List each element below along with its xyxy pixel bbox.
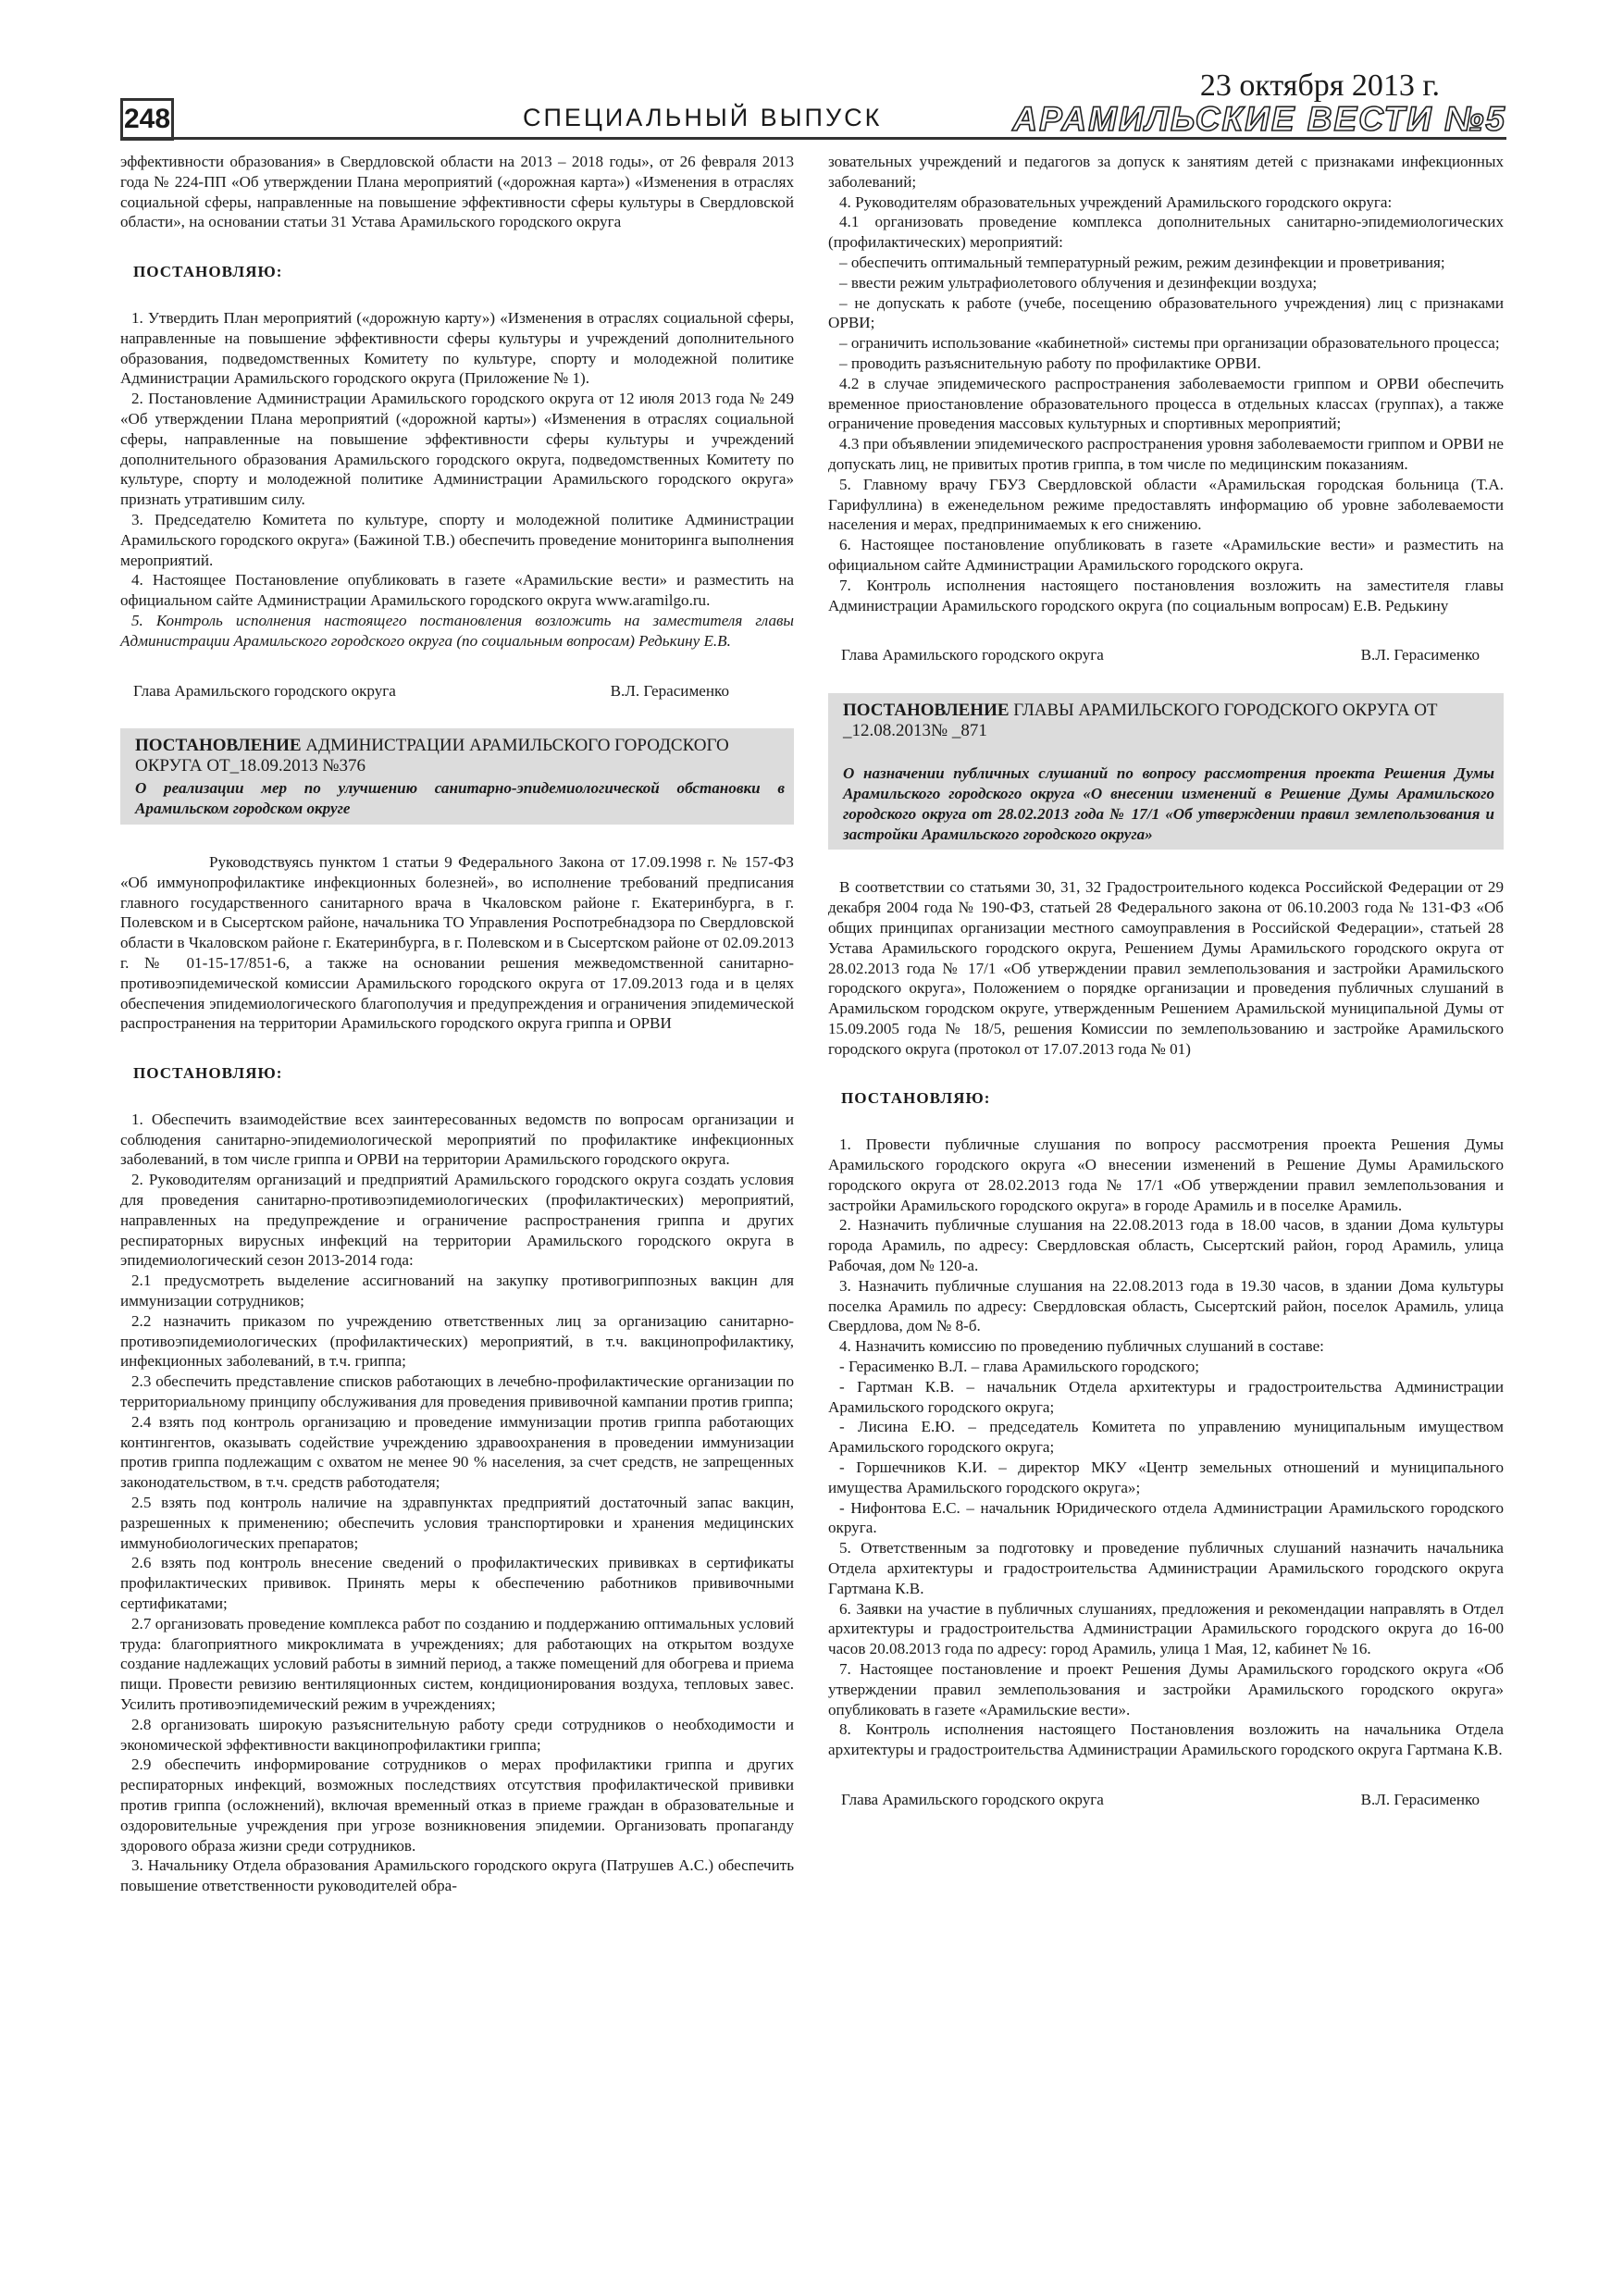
decree-dash-item: – обеспечить оптимальный температурный режим, режим дезинфекции и проветривания;	[839, 253, 1445, 271]
decree-item: 1. Обеспечить взаимодействие всех заинтересованных ведомств по вопросам организации и соблюдения санитарно-эпидемиологической мероприятий по профилактике инфекционных заболеваний, в том числе гриппа и ОРВИ на территории Арамильского городского округа.	[120, 1110, 794, 1169]
decree-subitem: 4.2 в случае эпидемического распространения заболеваемости гриппом и ОРВИ обеспечить временное приостановление образовательного процесса в отдельных классах (группах), а также ограничение проведения массовых культурных и спортивных мероприятий;	[828, 374, 1504, 433]
decree-item: 4. Руководителям образовательных учреждений Арамильского городского округа:	[839, 192, 1393, 211]
decree-item: 2. Постановление Администрации Арамильского городского округа от 12 июля 2013 года № 249 «Об утверждении Плана мероприятий («дорожной карты») «Изменения в отраслях социальной сферы, направленные на повышение эффективности сферы культуры и учреждений дополнительного образования Арамильского городского округа, подведомственных Комитету по культуре, спорту и молодежной политике Администрации Арамильского городского округа» признать утратившим силу.	[120, 390, 794, 509]
decree-title-rest: АДМИНИСТРАЦИИ АРАМИЛЬСКОГО ГОРОДСКОГО ОКРУГА ОТ_18.09.2013 №376	[135, 736, 729, 776]
page-number: 248	[120, 98, 174, 141]
commission-member: - Горшечников К.И. – директор МКУ «Центр земельных отношений и муниципального имущества Арамильского городского округа»;	[828, 1458, 1504, 1496]
signature-title: Глава Арамильского городского округа	[841, 646, 1104, 664]
issue-date: 23 октября 2013 г.	[1199, 68, 1440, 103]
commission-member: - Гартман К.В. – начальник Отдела архитектуры и градостроительства Администрации Арамильского городского округа;	[828, 1377, 1504, 1416]
decree-item: 5. Ответственным за подготовку и проведение публичных слушаний назначить начальника Отдела архитектуры и градостроительства Администрации Арамильского городского округа Гартмана К.В.	[828, 1539, 1504, 1597]
decree-subtitle: О назначении публичных слушаний по вопросу рассмотрения проекта Решения Думы Арамильского городского округа «О внесении изменений в Решение Думы Арамильского городского округа от 28.02.2013 года № 17/1 «Об утверждении правил землепользования и застройки Арамильского городского округа»	[843, 764, 1494, 843]
decree-subitem: 4.3 при объявлении эпидемического распространения уровня заболеваемости гриппом и ОРВИ не допускать лиц, не привитых против гриппа, в том числе по медицинским показаниям.	[828, 435, 1504, 473]
signature-title: Глава Арамильского городского округа	[841, 1790, 1104, 1808]
decree-header-box	[828, 693, 1504, 850]
decree-subitem: 4.1 организовать проведение комплекса дополнительных санитарно-эпидемиологических (профилактических) мероприятий:	[828, 213, 1504, 252]
decree-item: 1. Утвердить План мероприятий («дорожную карту») «Изменения в отраслях социальной сферы, направленные на повышение эффективности сферы культуры и учреждений дополнительного образования, подведомственных Комитету по культуре, спорту и молодежной политике Администрации Арамильского городского округа (Приложение № 1).	[120, 308, 794, 388]
decree-item: зовательных учреждений и педагогов за допуск к занятиям детей с признаками инфекционных заболеваний;	[828, 153, 1504, 191]
postanovlyayu-heading: ПОСТАНОВЛЯЮ:	[841, 1089, 991, 1108]
decree-subitem: 2.5 взять под контроль наличие на здравпунктах предприятий достаточный запас вакцин, разрешенных к применению; обеспечить условия транспортировки и хранения медицинских иммунобиологических препаратов;	[120, 1494, 794, 1552]
decree-subitem: 2.1 предусмотреть выделение ассигнований на закупку противогриппозных вакцин для иммунизации сотрудников;	[120, 1272, 794, 1310]
decree-subitem: 2.9 обеспечить информирование сотрудников о мерах профилактики гриппа и других респираторных инфекций, возможных последствиях отсутствия профилактической прививки против гриппа (осложнений), включая временный отказ в приеме граждан в образовательные и оздоровительные учреждения при угрозе возникновения эпидемии. Организовать пропаганду здорового образа жизни среди сотрудников.	[120, 1756, 794, 1855]
newspaper-title	[1012, 100, 1506, 139]
decree-item: 7. Настоящее постановление и проект Решения Думы Арамильского городского округа «Об утверждении правил землепользования и застройки Арамильского городского округа» опубликовать в газете «Арамильские вести».	[828, 1660, 1504, 1719]
intro-paragraph: эффективности образования» в Свердловской области на 2013 – 2018 годы», от 26 февраля 2013 года № 224-ПП «Об утверждении Плана мероприятий («дорожная карта») «Изменения в отраслях социальной сферы, направленные на повышение эффективности сферы культуры в Свердловской области», на основании статьи 31 Устава Арамильского городского округа	[120, 153, 794, 231]
decree-subitem: 2.2 назначить приказом по учреждению ответственных лиц за организацию санитарно-противоэпидемиологических (профилактических) мероприятий, в т.ч. вакцинопрофилактику, инфекционных заболеваний, в т.ч. гриппа;	[120, 1311, 794, 1371]
decree-item: 2. Назначить публичные слушания на 22.08.2013 года в 18.00 часов, в здании Дома культуры города Арамиль, по адресу: Свердловская область, Сысертский район, город Арамиль, улица Рабочая, дом № 120-а.	[828, 1216, 1504, 1275]
issue-number: №5	[1444, 100, 1506, 138]
commission-member: - Герасименко В.Л. – глава Арамильского городского;	[839, 1358, 1200, 1376]
commission-member: - Лисина Е.Ю. – председатель Комитета по управлению муниципальным имуществом Арамильского городского округа;	[828, 1418, 1504, 1457]
signature-name: В.Л. Герасименко	[1360, 1790, 1480, 1808]
signature-line	[120, 681, 794, 701]
decree-preamble: Руководствуясь пунктом 1 статьи 9 Федерального Закона от 17.09.1998 г. № 157-ФЗ «Об иммунопрофилактике инфекционных болезней», во исполнение требований предписания главного государственного санитарного врача в Чкаловском районе г. Екатеринбурга, в г. Полевском и в Сысертском районе, начальника ТО Управления Роспотребнадзора по Свердловской области в Чкаловском районе г. Екатеринбурга, в г. Полевском и в Сысертском районе от 02.09.2013 г. № 01-15-17/851-6, а также на основании решения межведомственной санитарно-противоэпидемической комиссии Арамильского городского округа от 17.09.2013 года и в целях обеспечения эпидемиологического благополучия и предупреждения и ограничения эпидемической распространения на территории Арамильского городского округа гриппа и ОРВИ	[120, 852, 794, 1033]
decree-header-box	[120, 728, 794, 825]
decree-title-bold: ПОСТАНОВЛЕНИЕ	[843, 701, 1010, 721]
commission-member: - Нифонтова Е.С. – начальник Юридического отдела Администрации Арамильского городского округа.	[828, 1498, 1504, 1537]
decree-item: 4. Настоящее Постановление опубликовать в газете «Арамильские вести» и разместить на официальном сайте Администрации Арамильского городского округа www.aramilgo.ru.	[120, 571, 794, 610]
decree-subitem: 2.7 организовать проведение комплекса работ по созданию и поддержанию оптимальных условий труда: благоприятного микроклимата в учреждениях; для работающих на открытом воздухе создание надлежащих условий работы в зимний период, а также помещений для обогрева и приема пищи. Провести ревизию вентиляционных систем, кондиционирования воздуха, тепловых завес. Усилить противоэпидемический режим в учреждениях;	[120, 1614, 794, 1713]
decree-item: 5. Главному врачу ГБУЗ Свердловской области «Арамильская городская больница (Т.А. Гарифуллина) в еженедельном режиме предоставлять информацию об уровне заболеваемости населения и мерах, предпринимаемых к его снижению.	[828, 475, 1504, 534]
section-title: СПЕЦИАЛЬНЫЙ ВЫПУСК	[523, 104, 883, 131]
decree-item: 3. Назначить публичные слушания на 22.08.2013 года в 19.30 часов, в здании Дома культуры поселка Арамиль по адресу: Свердловская область, Сысертский район, поселок Арамиль, улица Свердлова, дом № 8-б.	[828, 1276, 1504, 1335]
signature-name: В.Л. Герасименко	[1360, 646, 1480, 664]
decree-dash-item: – не допускать к работе (учебе, посещению образовательного учреждения) лиц с признаками ОРВИ;	[828, 293, 1504, 332]
decree-subitem: 2.6 взять под контроль внесение сведений о профилактических прививках в сертификаты профилактических прививок. Принять меры к обеспечению работников прививочными сертификатами;	[120, 1554, 794, 1613]
decree-item: 8. Контроль исполнения настоящего Постановления возложить на начальника Отдела архитектуры и градостроительства Администрации Арамильского городского округа Гартмана К.В.	[828, 1720, 1504, 1759]
decree-title-bold: ПОСТАНОВЛЕНИЕ	[135, 736, 302, 756]
decree-title-rest: ГЛАВЫ АРАМИЛЬСКОГО ГОРОДСКОГО ОКРУГА ОТ _12.08.2013№ _871	[843, 701, 1438, 741]
decree-item: 4. Назначить комиссию по проведению публичных слушаний в составе:	[839, 1337, 1324, 1356]
header-rule	[120, 137, 1506, 140]
decree-preamble: В соответствии со статьями 30, 31, 32 Градостроительного кодекса Российской Федерации от 29 декабря 2004 года № 190-ФЗ, статьей 28 Федерального закона от 06.10.2003 года № 131-ФЗ «Об общих принципах организации местного самоуправления в Российской Федерации», статьей 28 Устава Арамильского городского округа, Решением Думы Арамильского городского округа от 28.02.2013 года № 17/1 «Об утверждении правил землепользования и застройки Арамильского городского округа», Положением о порядке организации и проведения публичных слушаний в Арамильском городском округе, утвержденным Решением Арамильской муниципальной Думы от 15.09.2005 года № 18/5, решения Комиссии по землепользованию и застройке Арамильского городского округа (протокол от 17.07.2013 года № 01)	[828, 878, 1504, 1058]
decree-subitem: 2.4 взять под контроль организацию и проведение иммунизации против гриппа работающих контингентов, оказывать содействие учреждению здравоохранения в проведении иммунизации против гриппа подлежащим с охватом не менее 90 % населения, за счет средств, не запрещенных законодательством, в т.ч. средств работодателя;	[120, 1412, 794, 1492]
decree-title	[843, 701, 1494, 741]
left-column	[120, 152, 794, 1896]
decree-item: 6. Настоящее постановление опубликовать в газете «Арамильские вести» и разместить на официальном сайте Администрации Арамильского городского округа.	[828, 536, 1504, 574]
decree-item: 1. Провести публичные слушания по вопросу рассмотрения проекта Решения Думы Арамильского городского округа «О внесении изменений в Решение Думы Арамильского городского округа от 28.02.2013 года № 17/1 «Об утверждении правил землепользования и застройки Арамильского городского округа» в городе Арамиль и в поселке Арамиль.	[828, 1136, 1504, 1214]
decree-item: 3. Председателю Комитета по культуре, спорту и молодежной политике Администрации Арамильского городского округа» (Бажиной Т.В.) обеспечить проведение мониторинга выполнения мероприятий.	[120, 510, 794, 569]
decree-item: 7. Контроль исполнения настоящего постановления возложить на заместителя главы Администрации Арамильского городского округа (по социальным вопросам) Е.В. Редькину	[828, 576, 1504, 614]
right-column	[828, 152, 1504, 1838]
signature-line	[828, 645, 1504, 665]
newspaper-name: АРАМИЛЬСКИЕ ВЕСТИ	[1012, 100, 1433, 138]
decree-item-italic: 5. Контроль исполнения настоящего постановления возложить на заместителя главы Администрации Арамильского городского округа (по социальным вопросам) Редькину Е.В.	[120, 611, 794, 650]
page-header	[0, 0, 1623, 153]
decree-item: 3. Начальнику Отдела образования Арамильского городского округа (Патрушев А.С.) обеспечить повышение ответственности руководителей обра-	[120, 1856, 794, 1895]
decree-dash-item: – ограничить использование «кабинетной» системы при организации образовательного процесса;	[839, 334, 1500, 353]
decree-subtitle: О реализации мер по улучшению санитарно-эпидемиологической обстановки в Арамильском городском округе	[135, 779, 785, 818]
decree-dash-item: – ввести режим ультрафиолетового облучения и дезинфекции воздуха;	[839, 273, 1318, 292]
decree-subitem: 2.8 организовать широкую разъяснительную работу среди сотрудников о необходимости и экономической эффективности вакцинопрофилактики гриппа;	[120, 1715, 794, 1754]
signature-name: В.Л. Герасименко	[610, 681, 729, 700]
decree-item: 2. Руководителям организаций и предприятий Арамильского городского округа создать условия для проведения санитарно-противоэпидемиологических (профилактических) мероприятий, направленных на предупреждение и ограничение распространения гриппа и других респираторных вирусных инфекций на территории Арамильского городского округа в эпидемиологический сезон 2013-2014 года:	[120, 1171, 794, 1270]
decree-dash-item: – проводить разъяснительную работу по профилактике ОРВИ.	[839, 354, 1261, 372]
postanovlyayu-heading: ПОСТАНОВЛЯЮ:	[133, 1064, 283, 1083]
decree-item: 6. Заявки на участие в публичных слушаниях, предложения и рекомендации направлять в Отдел архитектуры и градостроительства Администрации Арамильского городского округа до 16-00 часов 20.08.2013 года по адресу: город Арамиль, улица 1 Мая, 12, кабинет № 16.	[828, 1599, 1504, 1658]
signature-title: Глава Арамильского городского округа	[133, 681, 396, 700]
postanovlyayu-heading: ПОСТАНОВЛЯЮ:	[133, 263, 283, 281]
signature-line	[828, 1790, 1504, 1810]
decree-title	[135, 736, 785, 776]
decree-subitem: 2.3 обеспечить представление списков работающих в лечебно-профилактические организации по территориальному принципу обслуживания для проведения прививочной кампании против гриппа;	[120, 1372, 794, 1411]
